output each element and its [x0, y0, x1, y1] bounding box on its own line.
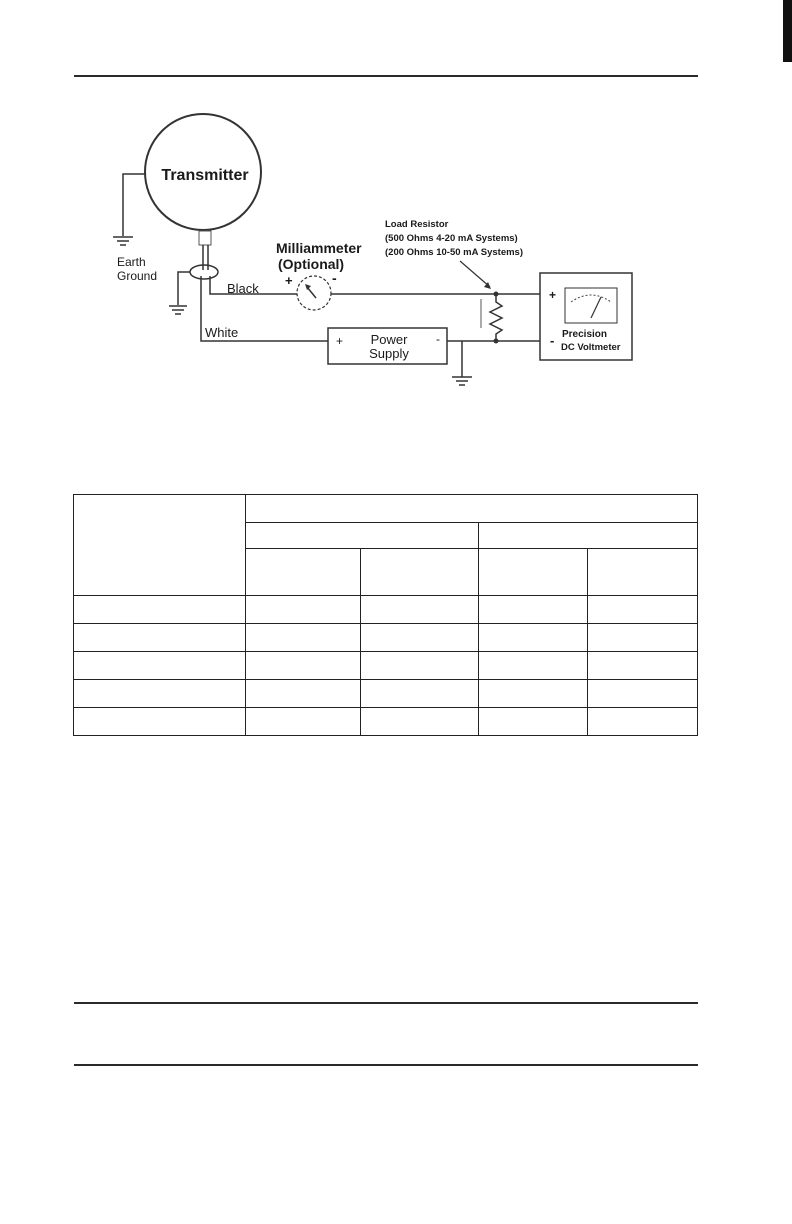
table-header-cell	[246, 549, 361, 596]
table-header-cell	[479, 549, 588, 596]
voltmeter-plus: +	[549, 288, 557, 302]
milliammeter-minus: -	[332, 270, 337, 286]
table-cell	[361, 596, 479, 624]
table-cell	[588, 708, 698, 736]
note-bottom-rule	[74, 1064, 698, 1066]
table-cell	[479, 596, 588, 624]
earth-ground-label-2: Ground	[117, 269, 158, 283]
load-resistor-label: Load Resistor	[385, 219, 449, 230]
cable-shield	[190, 265, 218, 279]
table-cell	[588, 596, 698, 624]
table-row	[74, 652, 698, 680]
milliammeter-label: Milliammeter	[276, 240, 362, 256]
earth-ground-symbol	[113, 237, 133, 245]
table-header-cell-group	[246, 495, 698, 523]
white-wire-label: White	[205, 325, 239, 340]
table-cell	[361, 680, 479, 708]
power-supply-minus: -	[436, 332, 440, 346]
shield-drain-wire	[178, 272, 190, 305]
table-row	[74, 596, 698, 624]
black-wire-label: Black	[227, 281, 259, 296]
wiring-diagram	[0, 0, 792, 420]
table-cell	[246, 680, 361, 708]
load-resistor-arrow	[460, 261, 490, 287]
earth-wire	[123, 174, 146, 236]
table-header-cell-subgroup	[246, 523, 479, 549]
power-supply-label-2: Supply	[369, 346, 409, 361]
supply-ground-symbol	[452, 377, 472, 385]
table-cell	[361, 624, 479, 652]
cable-gland	[199, 231, 211, 245]
table-row	[74, 680, 698, 708]
milliammeter-plus: +	[285, 273, 293, 288]
table-header-cell-merged	[74, 495, 246, 596]
table-cell	[588, 624, 698, 652]
table-row	[74, 708, 698, 736]
note-top-rule	[74, 1002, 698, 1004]
table-header-cell-subgroup	[479, 523, 698, 549]
table-cell	[246, 652, 361, 680]
table-cell	[479, 708, 588, 736]
spec-table	[73, 494, 698, 736]
earth-ground-label-1: Earth	[117, 255, 146, 269]
table-cell	[588, 680, 698, 708]
milliammeter-optional-label: (Optional)	[278, 256, 345, 272]
load-resistor-spec-2: (200 Ohms 10-50 mA Systems)	[385, 247, 523, 258]
load-resistor-spec-1: (500 Ohms 4-20 mA Systems)	[385, 233, 518, 244]
power-supply-label-1: Power	[370, 332, 408, 347]
note-text	[74, 1033, 698, 1047]
table-cell	[74, 596, 246, 624]
table-cell	[74, 624, 246, 652]
milliammeter-symbol	[297, 276, 331, 310]
table-cell	[74, 708, 246, 736]
table-cell	[361, 708, 479, 736]
transmitter-label: Transmitter	[161, 167, 249, 184]
table-cell	[361, 652, 479, 680]
power-supply-plus: +	[336, 334, 344, 348]
shield-ground-symbol	[169, 306, 187, 314]
table-header-row	[74, 495, 698, 523]
table-cell	[74, 680, 246, 708]
table-header-cell	[361, 549, 479, 596]
table-cell	[246, 708, 361, 736]
table-cell	[588, 652, 698, 680]
table-cell	[479, 652, 588, 680]
load-resistor-symbol	[490, 294, 502, 341]
voltmeter-label-2: DC Voltmeter	[561, 342, 621, 353]
voltmeter-minus: -	[550, 333, 555, 348]
table-cell	[74, 652, 246, 680]
voltmeter-label-1: Precision	[562, 329, 608, 340]
table-cell	[479, 624, 588, 652]
table-header-cell	[588, 549, 698, 596]
table-cell	[246, 624, 361, 652]
table-cell	[246, 596, 361, 624]
table-row	[74, 624, 698, 652]
table-cell	[479, 680, 588, 708]
